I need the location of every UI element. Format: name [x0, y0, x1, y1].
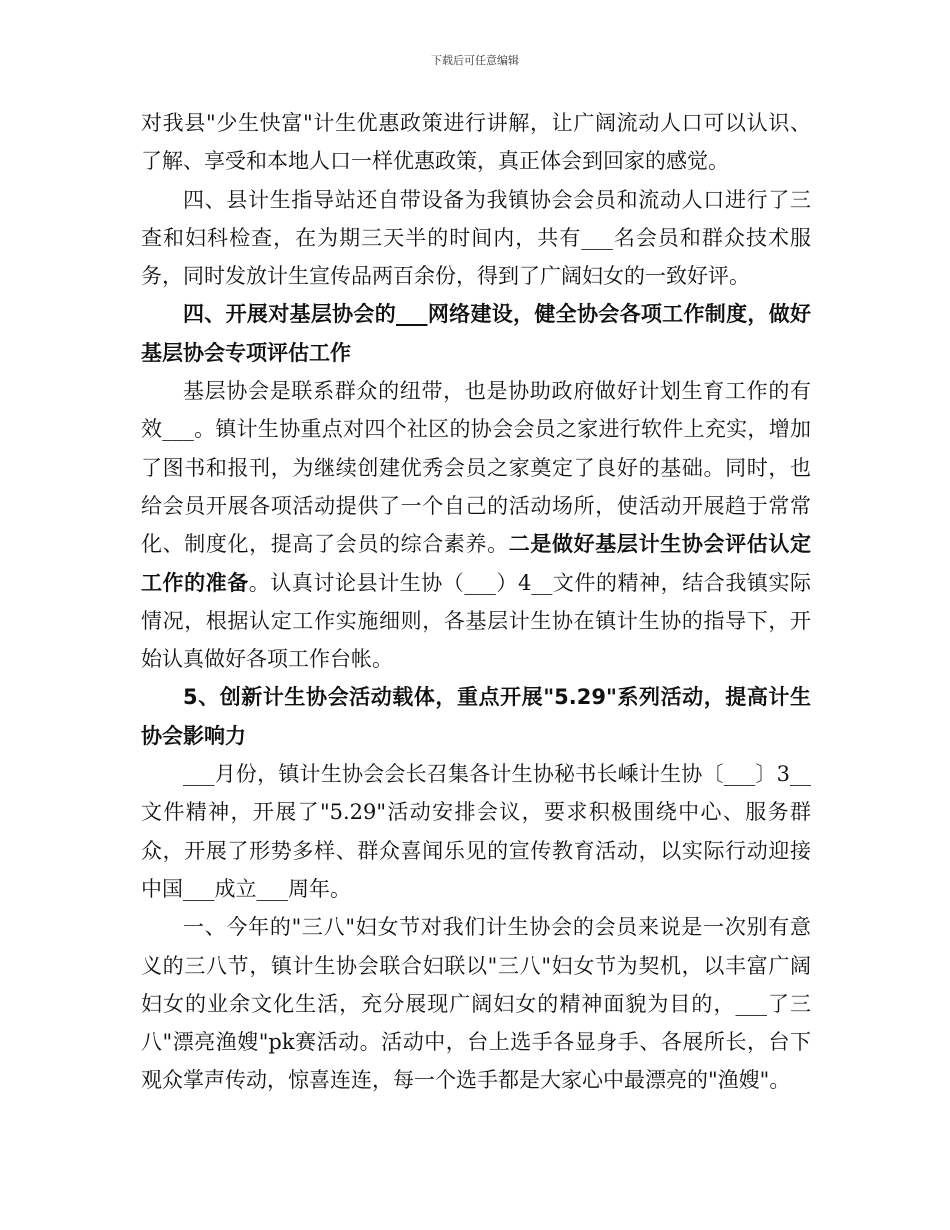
page-header: 下载后可任意编辑 — [431, 54, 519, 67]
paragraph: 一、今年的"三八"妇女节对我们计生协会的会员来说是一次别有意义的三八节，镇计生协会联合妇联以"三八"妇女节为契机，以丰富广阔妇女的业余文化生活，充分展现广阔妇女的精神面貌为目的，___了三八"漂亮渔嫂"pk赛活动。活动中，台上选手各显身手、各展所长，台下观众掌声传动，惊喜连连，每一个选手都是大家心中最漂亮的"渔嫂"。 — [141, 915, 811, 1093]
paragraph-text: 。认真讨论县计生协（___）4__文件的精神，结合我镇实际情况，根据认定工作实施细则，各基层计生协在镇计生协的指导下，开始认真做好各项工作台帐。 — [141, 570, 812, 672]
paragraph-text: 基层协会是联系群众的纽带，也是协助政府做好计划生育工作的有效___。镇计生协重点对四个社区的协会会员之家进行软件上充实，增加了图书和报刊，为继续创建优秀会员之家奠定了良好的基础。同时，也给会员开展各项活动提供了一个自己的活动场所，使活动开展趋于常常化、制度化，提高了会员的综合素养。 — [141, 379, 811, 557]
bold-phrase: 二是做好基层计生协会评估认定工作的准备 — [141, 531, 811, 595]
paragraph: ___月份，镇计生协会会长召集各计生协秘书长嵊计生协〔___〕3__文件精神，开展了"5.29"活动安排会议，要求积极围绕中心、服务群众，开展了形势多样、群众喜闻乐见的宣传教育活动，以实际行动迎接中国___成立___周年。 — [141, 762, 811, 901]
section-heading: 5、创新计生协会活动载体，重点开展"5.29"系列活动，提高计生协会影响力 — [141, 685, 811, 748]
section-heading: 四、开展对基层协会的___网络建设，健全协会各项工作制度，做好基层协会专项评估工作 — [141, 302, 811, 365]
paragraph: 对我县"少生快富"计生优惠政策进行讲解，让广阔流动人口可以认识、了解、享受和本地人口一样优惠政策，真正体会到回家的感觉。 — [141, 111, 811, 174]
paragraph: 四、县计生指导站还自带设备为我镇协会会员和流动人口进行了三查和妇科检查，在为期三天半的时间内，共有___名会员和群众技术服务，同时发放计生宣传品两百余份，得到了广阔妇女的一致好评。 — [141, 187, 811, 289]
document-body — [141, 104, 811, 1100]
paragraph — [141, 372, 811, 678]
